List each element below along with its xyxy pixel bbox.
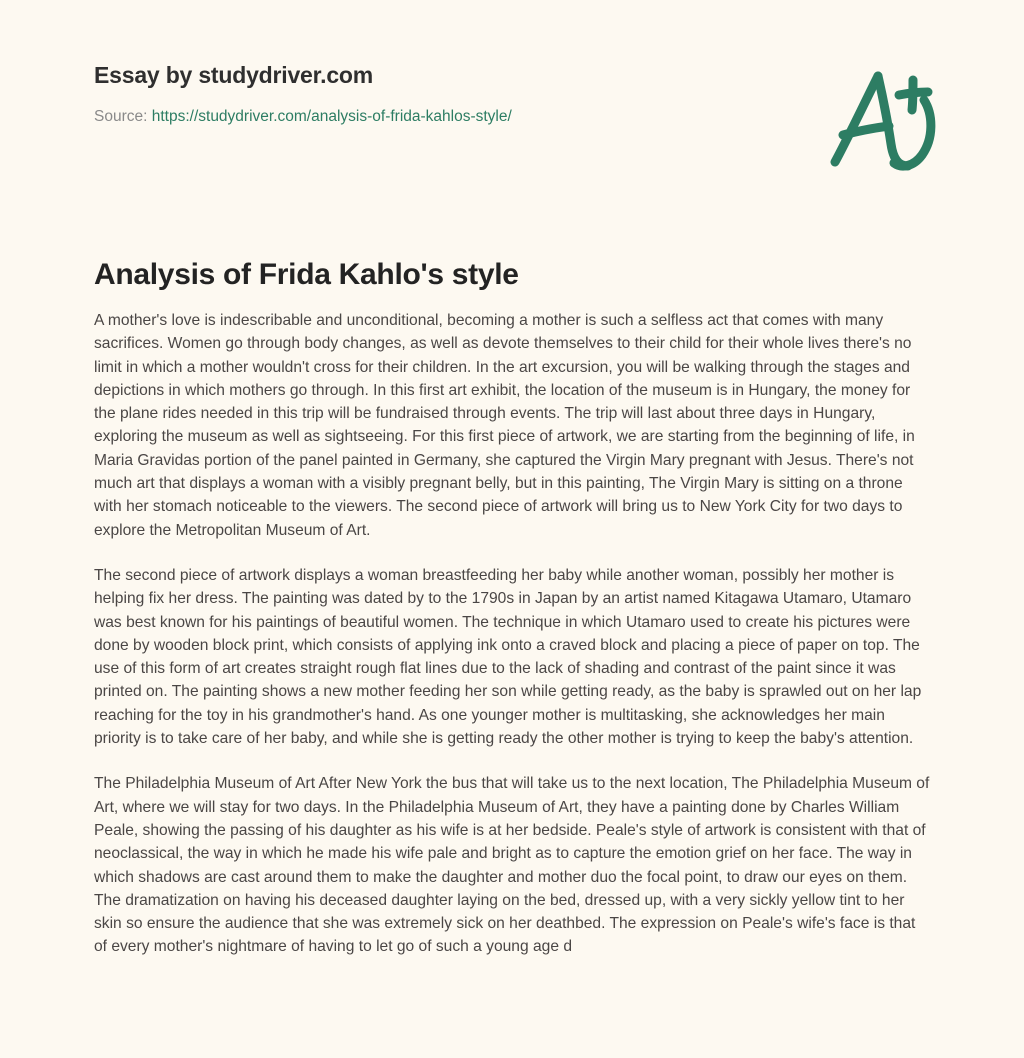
paragraph: The second piece of artwork displays a woman breastfeeding her baby while another woman, possibly her mother is helping fix her dress. The painting was dated by to the 1790s in Japan by an artist named Kitagawa Utamaro, Utamaro was best known for his paintings of beautiful women. The technique in which Utamaro used to create his pictures were done by wooden block print, which consists of applying ink onto a craved block and placing a piece of paper on top. The use of this form of art creates straight rough flat lines due to the lack of shading and contrast of the paint since it was printed on. The painting shows a new mother feeding her son while getting ready, as the baby is sprawled out on her lap reaching for the toy in his grandmother's hand. As one younger mother is multitasking, she acknowledges her main priority is to take care of her baby, and while she is getting ready the other mother is trying to keep the baby's attention. — [94, 566, 922, 748]
source-label: Source: — [94, 107, 148, 125]
source-line — [94, 107, 930, 127]
byline: Essay by studydriver.com — [94, 62, 374, 88]
page-title: Analysis of Frida Kahlo's style — [94, 258, 519, 291]
essay-body — [94, 309, 932, 1058]
page-header — [94, 62, 930, 182]
studydriver-logo[interactable] — [826, 62, 946, 177]
a-plus-logo-icon — [826, 62, 946, 177]
paragraph: A mother's love is indescribable and unconditional, becoming a mother is such a selfless act that comes with many sacrifices. Women go through body changes, as well as devote themselves to their child for their whole lives there's no limit in which a mother wouldn't cross for their children. In the art excursion, you will be walking through the stages and depictions in which mothers go through. In this first art exhibit, the location of the museum is in Hungary, the money for the plane rides needed in this trip will be fundraised through events. The trip will last about three days in Hungary, exploring the museum as well as sightseeing. For this first piece of artwork, we are starting from the beginning of life, in Maria Gravidas portion of the panel painted in Germany, she captured the Virgin Mary pregnant with Jesus. There's not much art that displays a woman with a visibly pregnant belly, but in this painting, The Virgin Mary is sitting on a throne with her stomach noticeable to the viewers. The second piece of artwork will bring us to New York City for two days to explore the Metropolitan Museum of Art. — [94, 312, 915, 539]
paragraph: The Philadelphia Museum of Art After New York the bus that will take us to the next location, The Philadelphia Museum of Art, where we will stay for two days. In the Philadelphia Museum of Art, they have a painting done by Charles William Peale, showing the passing of his daughter as his wife is at her bedside. Peale's style of artwork is consistent with that of neoclassical, the way in which he made his wife pale and bright as to capture the emotion grief on her face. The way in which shadows are cast around them to make the daughter and mother duo the focal point, to draw our eyes on them. The dramatization on having his deceased daughter laying on the bed, dressed up, with a very sickly yellow tint to her skin so ensure the audience that she was extremely sick on her deathbed. The expression on Peale's wife's face is that of every mother's nightmare of having to let go of such a young age d — [94, 775, 930, 956]
source-url-link[interactable]: https://studydriver.com/analysis-of-frida-kahlos-style/ — [151, 107, 512, 125]
